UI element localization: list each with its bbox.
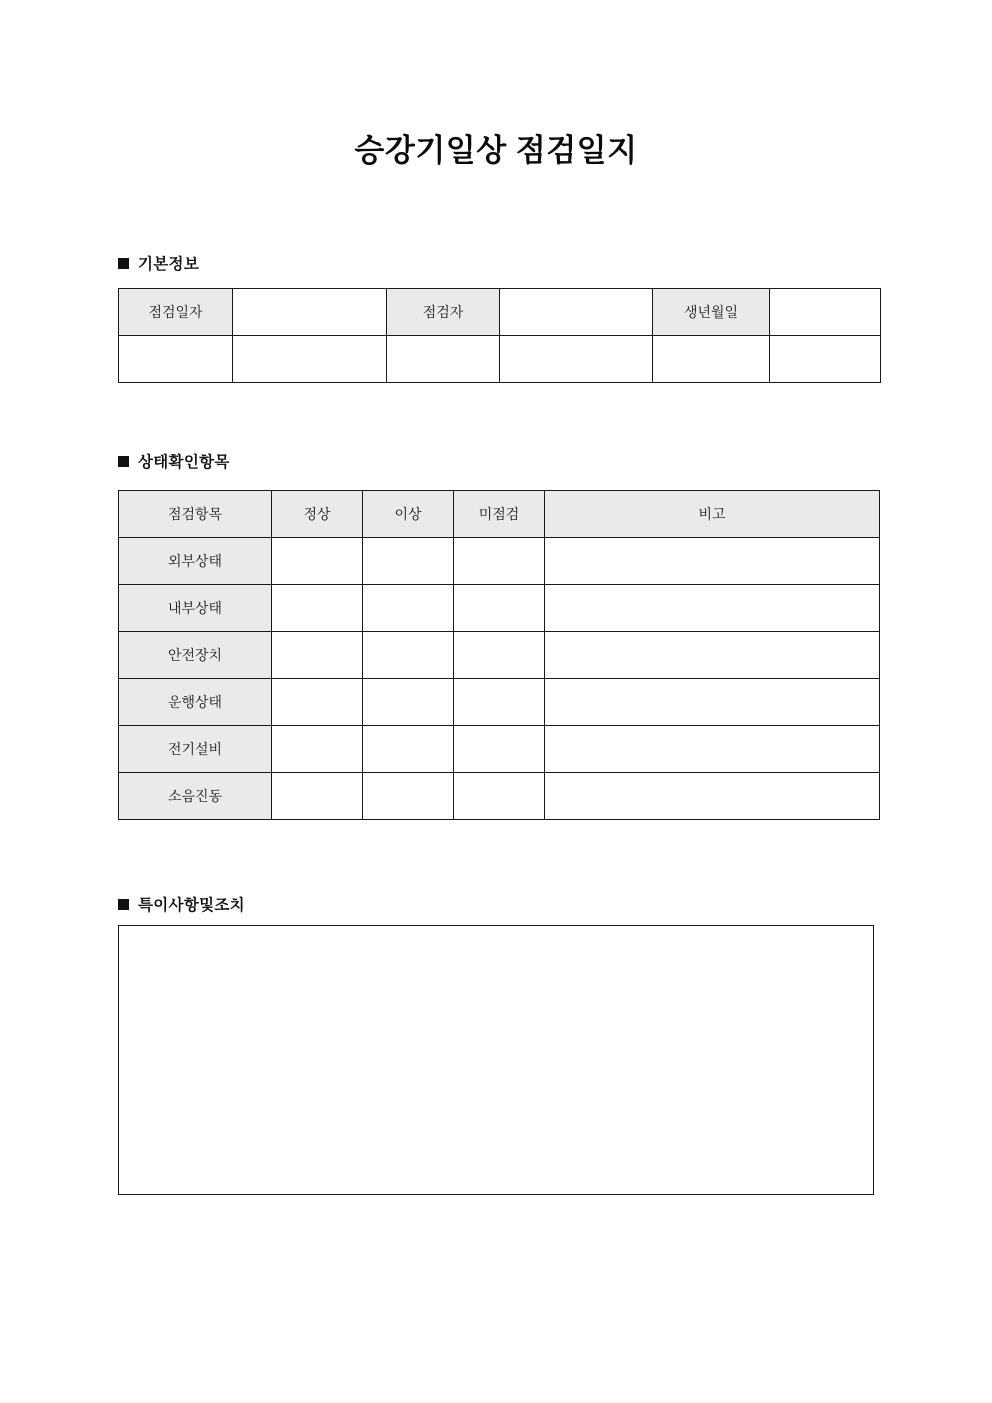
cell-remark[interactable] [545,538,880,585]
column-header-abnormal: 이상 [363,491,454,538]
table-row [119,289,881,336]
cell-remark[interactable] [545,679,880,726]
cell-abnormal[interactable] [363,632,454,679]
cell-unchecked[interactable] [454,538,545,585]
cell-remark[interactable] [545,632,880,679]
section-heading-status-items [118,450,230,472]
row-label-noise-vibration: 소음진동 [119,773,272,820]
cell-normal[interactable] [272,679,363,726]
row-label-operation-state: 운행상태 [119,679,272,726]
cell-unchecked[interactable] [454,679,545,726]
square-bullet-icon [118,258,129,269]
table-row [119,538,880,585]
cell-normal[interactable] [272,632,363,679]
section-heading-basic-info-label: 기본정보 [138,256,200,273]
table-row [119,679,880,726]
row-label-external-state: 외부상태 [119,538,272,585]
section-heading-special-notes [118,893,245,915]
field-inspector[interactable] [500,289,653,336]
square-bullet-icon [118,456,129,467]
status-check-table [118,490,880,820]
column-header-normal: 정상 [272,491,363,538]
row-label-internal-state: 내부상태 [119,585,272,632]
cell-normal[interactable] [272,538,363,585]
cell-abnormal[interactable] [363,773,454,820]
cell-abnormal[interactable] [363,538,454,585]
page-title: 승강기일상 점검일지 [354,133,638,168]
basic-row2-cell-6[interactable] [770,336,881,383]
cell-remark[interactable] [545,773,880,820]
table-row [119,585,880,632]
cell-unchecked[interactable] [454,726,545,773]
special-notes-textarea[interactable] [118,925,874,1195]
square-bullet-icon [118,899,129,910]
label-inspector: 점검자 [387,289,500,336]
column-header-unchecked: 미점검 [454,491,545,538]
basic-row2-cell-5[interactable] [653,336,770,383]
cell-remark[interactable] [545,726,880,773]
table-row [119,336,881,383]
section-heading-status-items-label: 상태확인항목 [138,454,230,471]
cell-normal[interactable] [272,773,363,820]
section-heading-special-notes-label: 특이사항및조치 [138,897,245,914]
row-label-electrical-equipment: 전기설비 [119,726,272,773]
cell-unchecked[interactable] [454,773,545,820]
table-row [119,632,880,679]
cell-unchecked[interactable] [454,632,545,679]
table-row [119,773,880,820]
label-birth-date: 생년월일 [653,289,770,336]
cell-normal[interactable] [272,585,363,632]
cell-abnormal[interactable] [363,585,454,632]
table-header-row [119,491,880,538]
basic-info-table [118,288,881,383]
basic-row2-cell-4[interactable] [500,336,653,383]
column-header-remark: 비고 [545,491,880,538]
column-header-item: 점검항목 [119,491,272,538]
field-birth-date[interactable] [770,289,881,336]
cell-abnormal[interactable] [363,679,454,726]
row-label-safety-device: 안전장치 [119,632,272,679]
cell-remark[interactable] [545,585,880,632]
basic-row2-cell-2[interactable] [233,336,387,383]
label-inspection-date: 점검일자 [119,289,233,336]
field-inspection-date[interactable] [233,289,387,336]
cell-abnormal[interactable] [363,726,454,773]
cell-normal[interactable] [272,726,363,773]
section-heading-basic-info [118,252,199,274]
basic-row2-cell-1[interactable] [119,336,233,383]
basic-row2-cell-3[interactable] [387,336,500,383]
table-row [119,726,880,773]
cell-unchecked[interactable] [454,585,545,632]
